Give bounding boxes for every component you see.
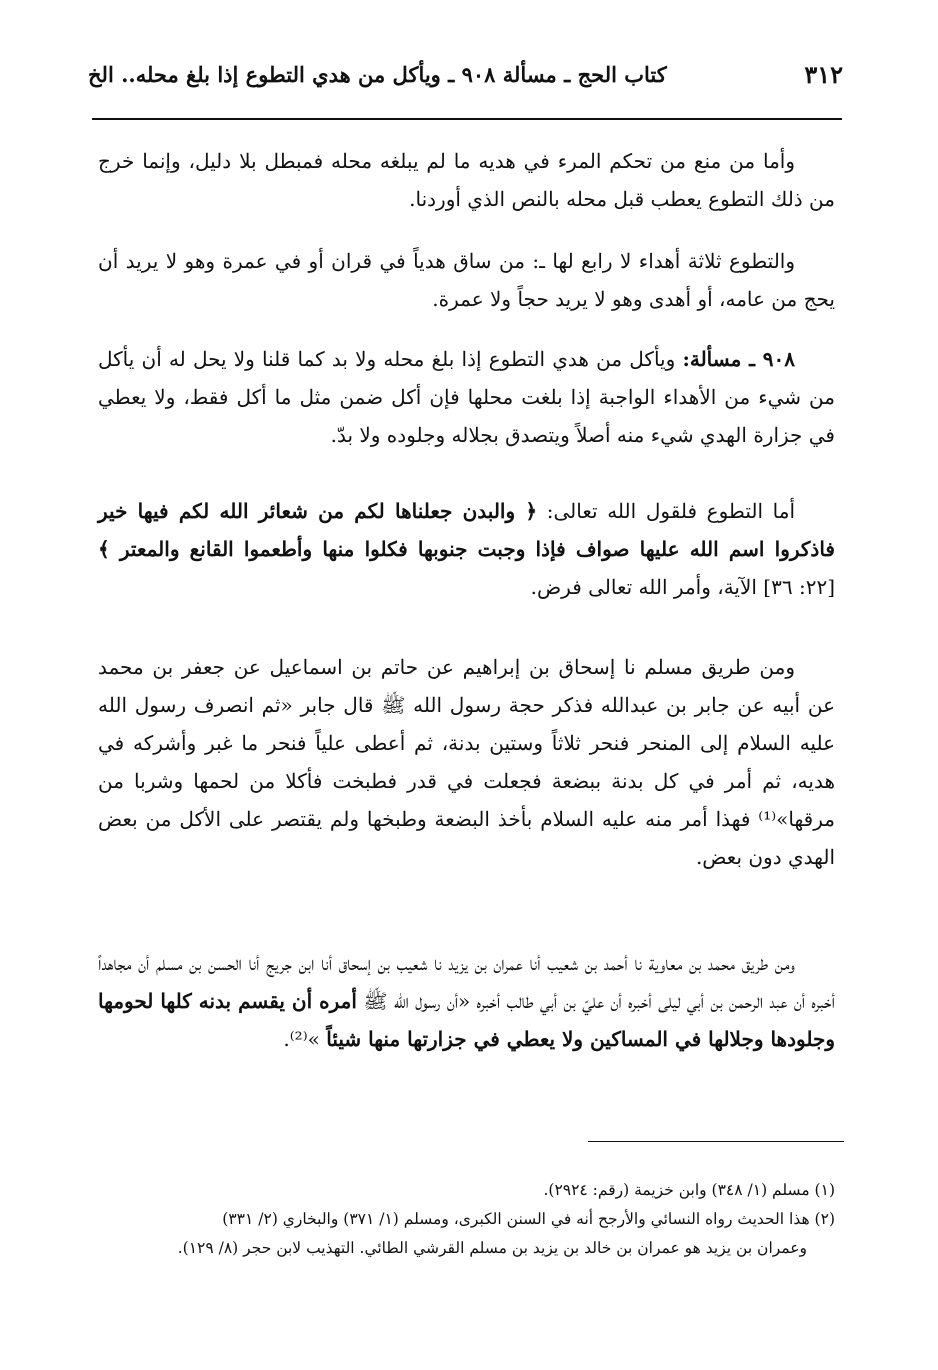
footnote-1: (١) مسلم (١/ ٣٤٨) وابن خزيمة (رقم: ٢٩٢٤). — [543, 1181, 835, 1199]
paragraph-body — [98, 492, 835, 606]
paragraph-text: وأما من منع من تحكم المرء في هديه ما لم يبلغه محله فمبطل بلا دليل، وإنما خرج من ذلك التطوع يعطب قبل محله بالنص الذي أوردنا. — [98, 149, 835, 211]
page-header — [88, 52, 843, 96]
paragraph-text: ومن طريق محمد بن معاوية نا أحمد بن شعيب أنا عمران بن يزيد نا شعيب بن إسحاق أنا ابن جريج أنا الحسن بن مسلم أن مجاهداً أخبره أن عبد الرحمن بن أبي ليلى أخبره أن عليّ بن أبي طالب أخبره «أن رسول الله ﷺ — [98, 951, 835, 1013]
verse-reference: [٢٢: ٣٦] الآية، وأمر الله تعالى فرض. — [530, 575, 835, 599]
paragraph-1 — [98, 142, 835, 218]
paragraph-intro: أما التطوع فلقول الله تعالى: — [546, 499, 796, 523]
paragraph-text: ومن طريق مسلم نا إسحاق بن إبراهيم عن حاتم بن اسماعيل عن جعفر بن محمد عن أبيه عن جابر بن عبدالله فذكر حجة رسول الله ﷺ قال جابر «ثم انصرف رسول الله عليه السلام إلى المنحر فنحر ثلاثاً وستين بدنة، ثم أعطى علياً فنحر ما غبر وأشركه في هديه، ثم أمر في كل بدنة ببضعة فجعلت في قدر فطبخت فأكلا من لحمها وشربا من مرقها»⁽¹⁾ فهذا أمر منه عليه السلام بأخذ البضعة وطبخها ولم يقتصر على الأكل من بعض الهدي دون بعض. — [98, 655, 836, 869]
hadith-emphasis: أمره أن يقسم بدنه كلها لحومها وجلودها وجلالها في المساكين ولا يعطي في جزارتها منها شيئاً — [98, 989, 835, 1051]
running-title: كتاب الحج ـ مسألة ٩٠٨ ـ ويأكل من هدي التطوع إذا بلغ محله.. الخ — [88, 61, 667, 87]
paragraph-2 — [98, 242, 835, 318]
paragraph-6 — [98, 944, 835, 1058]
paragraph-end: »⁽²⁾. — [283, 1027, 320, 1051]
footnotes — [98, 1176, 835, 1263]
paragraph-3 — [98, 340, 835, 454]
paragraph-body — [98, 340, 835, 454]
quran-verse: ﴿ والبدن جعلناها لكم من شعائر الله لكم فيها خير فاذكروا اسم الله عليها صواف فإذا وجبت جنوبها فكلوا منها وأطعموا القانع والمعتر ﴾ — [98, 499, 835, 561]
issue-number: ٩٠٨ ـ مسألة: — [682, 347, 795, 371]
paragraph-body — [98, 944, 835, 1058]
footnote-2-continued: وعمران بن يزيد هو عمران بن خالد بن يزيد بن مسلم القرشي الطائي. التهذيب لابن حجر (٨/ ١٢٩). — [177, 1239, 807, 1257]
footnote-2: (٢) هذا الحديث رواه النسائي والأرجح أنه في السنن الكبرى، ومسلم (١/ ٣٧١) والبخاري (٢/ ٣٣١) — [222, 1210, 835, 1228]
paragraph-text: ويأكل من هدي التطوع إذا بلغ محله ولا بد كما قلنا ولا يحل له أن يأكل من شيء من الأهداء الواجبة إذا بلغت محلها فإن أكل ضمن مثل ما أكل فقط، ولا يعطي في جزارة الهدي شيء منه أصلاً ويتصدق بجلاله وجلوده ولا بدّ. — [98, 347, 835, 447]
page-number: ٣١٢ — [804, 59, 843, 89]
header-divider — [92, 118, 842, 120]
footnote-divider — [588, 1141, 844, 1142]
paragraph-4 — [98, 492, 835, 606]
paragraph-text: والتطوع ثلاثة أهداء لا رابع لها ـ: من ساق هدياً في قران أو في عمرة وهو لا يريد أن يحج من عامه، أو أهدى وهو لا يريد حجاً ولا عمرة. — [98, 249, 835, 311]
paragraph-5 — [98, 648, 835, 876]
